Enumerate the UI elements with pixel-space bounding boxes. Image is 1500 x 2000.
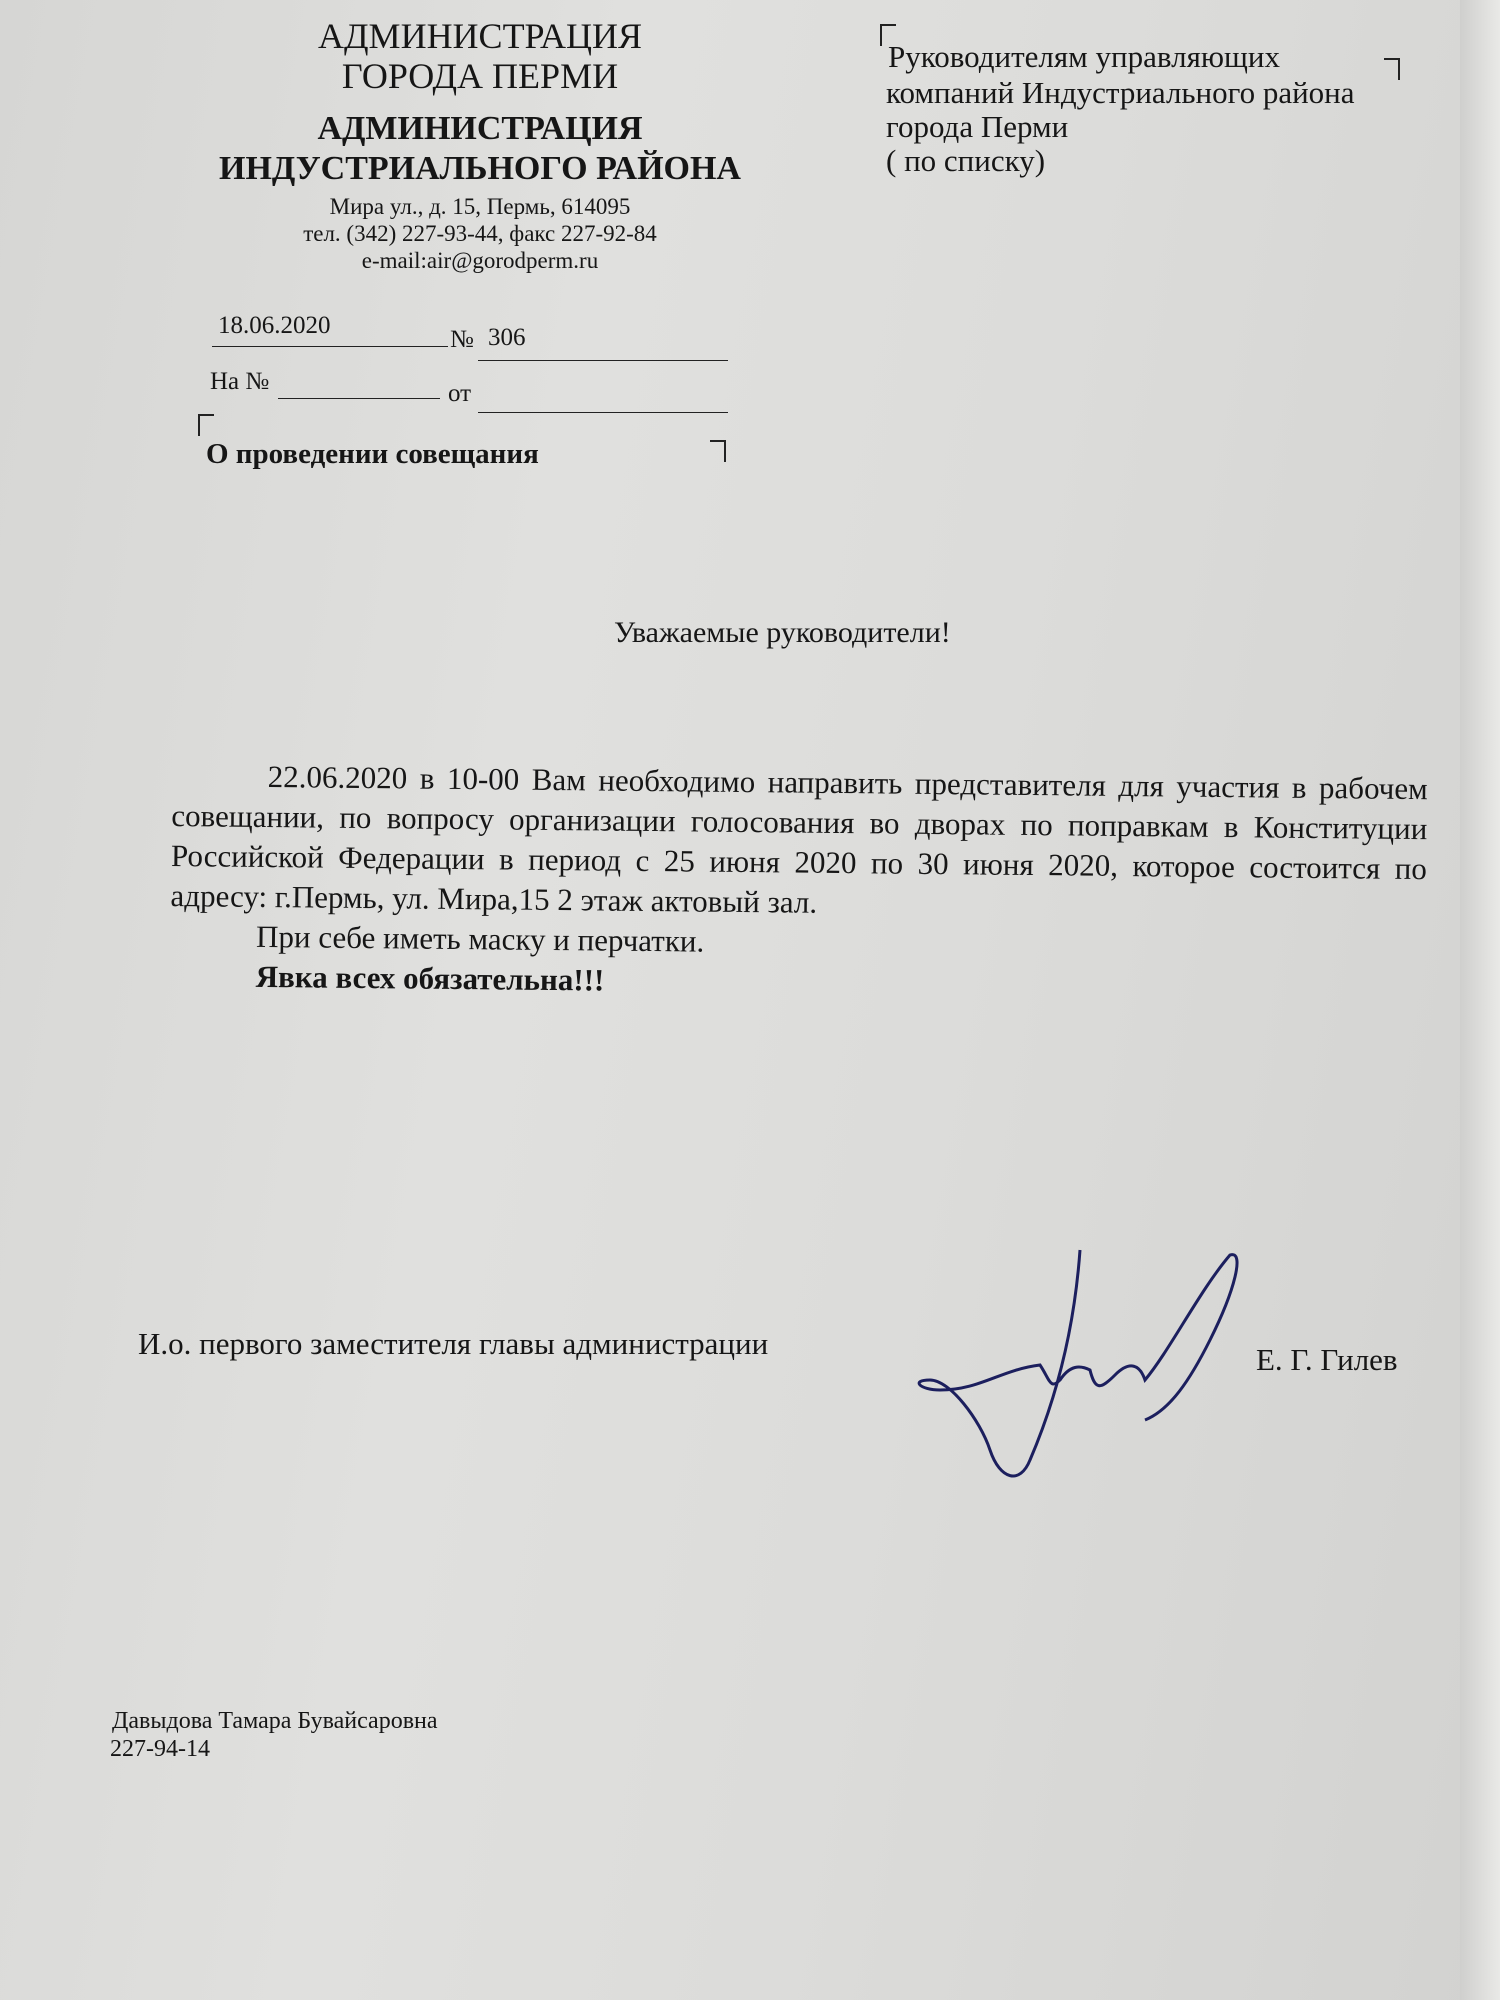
body-paragraph-2: При себе иметь маску и перчатки. xyxy=(255,918,705,959)
org-name-line2: ГОРОДА ПЕРМИ xyxy=(341,56,619,96)
doc-date: 18.06.2020 xyxy=(218,312,331,339)
body-paragraph-1: 22.06.2020 в 10-00 Вам необходимо направить представителя для участия в рабочем совещании, по вопросу организации голосования во дворах по поправкам в Конституции Российской Федерации в период с 25 июня 2020 по 30 июня 2020, которое состоится по адресу: г.Пермь, ул. Мира,15 2 этаж актовый зал. xyxy=(170,759,1428,920)
recipient-line2: компаний Индустриального района xyxy=(886,75,1355,110)
number-underline xyxy=(478,360,728,361)
from-label: от xyxy=(448,380,472,407)
body-paragraph-3: Явка всех обязательна!!! xyxy=(255,958,605,998)
ref-underline xyxy=(278,398,440,399)
from-underline xyxy=(478,412,728,413)
subject: О проведении совещания xyxy=(206,438,539,470)
contact-phone: 227-94-14 xyxy=(110,1736,210,1762)
sender-address: Мира ул., д. 15, Пермь, 614095 xyxy=(329,194,631,219)
dept-name-line2: ИНДУСТРИАЛЬНОГО РАЙОНА xyxy=(219,150,741,187)
ref-label: На № xyxy=(210,368,270,395)
sender-email: e-mail:air@gorodperm.ru xyxy=(361,248,599,273)
dept-name-line1: АДМИНИСТРАЦИЯ xyxy=(317,110,643,147)
recipient-line4: ( по списку) xyxy=(886,143,1046,178)
org-name-line1: АДМИНИСТРАЦИЯ xyxy=(318,16,642,56)
sender-phone: тел. (342) 227-93-44, факс 227-92-84 xyxy=(303,221,657,246)
recipient-line3: города Перми xyxy=(886,109,1069,144)
doc-number: 306 xyxy=(488,324,526,351)
number-label: № xyxy=(450,326,474,353)
handwritten-signature xyxy=(900,1230,1280,1500)
signatory-position: И.о. первого заместителя главы администрации xyxy=(138,1326,769,1361)
signatory-name: Е. Г. Гилев xyxy=(1256,1342,1398,1377)
letter-body xyxy=(169,756,1427,1009)
recipient-corner-right xyxy=(1384,58,1400,80)
paper-edge xyxy=(1460,0,1500,2000)
recipient-line1: Руководителям управляющих xyxy=(888,39,1280,74)
date-underline xyxy=(212,346,448,347)
subject-corner-left xyxy=(198,414,214,436)
signature-stroke xyxy=(919,1250,1237,1476)
subject-corner-right xyxy=(710,440,726,462)
contact-name: Давыдова Тамара Бувайсаровна xyxy=(112,1708,438,1734)
salutation: Уважаемые руководители! xyxy=(614,616,951,649)
